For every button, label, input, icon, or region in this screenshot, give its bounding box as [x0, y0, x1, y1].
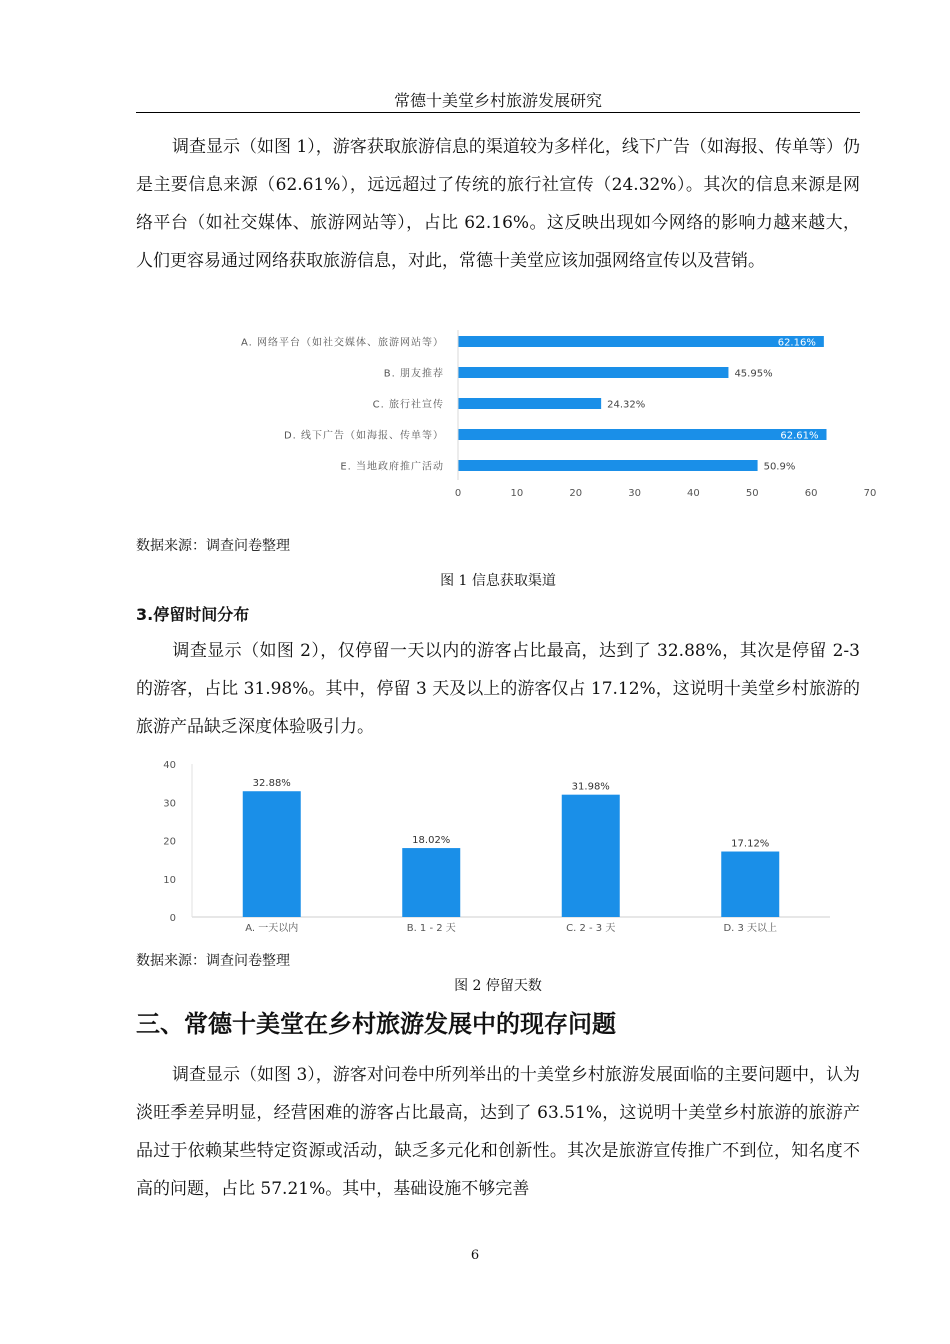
bar — [402, 848, 460, 917]
category-label: B. 1 - 2 天 — [406, 923, 456, 934]
bar — [458, 460, 758, 471]
bar — [458, 336, 824, 347]
bar — [562, 795, 620, 917]
figure1-caption: 图 1 信息获取渠道 — [440, 573, 556, 589]
x-tick-label: 0 — [454, 488, 462, 499]
category-label: A. 网络平台（如社交媒体、旅游网站等） — [240, 337, 444, 349]
x-tick-label: 40 — [687, 488, 700, 499]
bar — [721, 852, 779, 917]
data-label: 62.16% — [777, 337, 816, 349]
y-tick-label: 0 — [169, 913, 176, 924]
category-label: D. 线下广告（如海报、传单等） — [283, 430, 444, 442]
data-label: 24.32% — [607, 399, 646, 411]
x-tick-label: 20 — [569, 488, 583, 499]
page-number: 6 — [470, 1248, 480, 1263]
y-tick-label: 20 — [163, 836, 176, 848]
data-label: 31.98% — [571, 781, 610, 793]
subsection-heading: 3.停留时间分布 — [136, 605, 250, 624]
x-tick-label: 60 — [804, 488, 818, 499]
bar — [458, 367, 728, 378]
chart-info-channels — [180, 326, 880, 504]
figure2-caption: 图 2 停留天数 — [454, 978, 542, 994]
data-label: 32.88% — [252, 778, 291, 790]
figure1-source: 数据来源：调查问卷整理 — [136, 538, 290, 554]
category-label: B. 朋友推荐 — [383, 368, 444, 380]
data-label: 45.95% — [734, 368, 773, 380]
paragraph-problems: 调查显示（如图 3），游客对问卷中所列举出的十美堂乡村旅游发展面临的主要问题中，认为淡旺季差异明显，经营困难的游客占比最高，达到了 63.51%，这说明十美堂乡村旅游的旅游产品过于依赖某些特定资源或活动，缺乏多元化和创新性。其次是旅游宣传推广不到位，知名度不高的问题，占比 57.21%。其中，基础设施不够完善 — [136, 1065, 860, 1199]
paragraph-stay: 调查显示（如图 2），仅停留一天以内的游客占比最高，达到了 32.88%，其次是停留 2-3 的游客，占比 31.98%。其中，停留 3 天及以上的游客仅占 17.12%，这说明十美堂乡村旅游的旅游产品缺乏深度体验吸引力。 — [136, 641, 860, 737]
section-heading: 三、常德十美堂在乡村旅游发展中的现存问题 — [136, 1010, 616, 1038]
y-tick-label: 30 — [163, 798, 176, 810]
data-label: 17.12% — [731, 838, 770, 850]
bar — [458, 429, 827, 440]
x-tick-label: 50 — [745, 488, 759, 499]
category-label: A. 一天以内 — [245, 923, 299, 934]
category-label: C. 2 - 3 天 — [566, 923, 616, 934]
x-tick-label: 30 — [628, 488, 641, 499]
data-label: 62.61% — [780, 430, 819, 442]
paragraph-channels: 调查显示（如图 1），游客获取旅游信息的渠道较为多样化，线下广告（如海报、传单等）仍是主要信息来源（62.61%），远远超过了传统的旅行社宣传（24.32%）。其次的信息来源是网络平台（如社交媒体、旅游网站等），占比 62.16%。这反映出现如今网络的影响力越来越大，人们更容易通过网络获取旅游信息，对此，常德十美堂应该加强网络宣传以及营销。 — [136, 137, 860, 271]
category-label: E. 当地政府推广活动 — [340, 461, 444, 473]
running-header: 常德十美堂乡村旅游发展研究 — [136, 90, 860, 113]
bar — [458, 398, 601, 409]
data-label: 50.9% — [763, 461, 796, 473]
bar — [243, 791, 301, 917]
data-label: 18.02% — [412, 835, 451, 847]
category-label: C. 旅行社宣传 — [372, 399, 444, 411]
chart-stay-days — [150, 754, 840, 938]
category-label: D. 3 天以上 — [723, 923, 778, 934]
y-tick-label: 10 — [163, 874, 176, 886]
x-tick-label: 70 — [863, 488, 877, 499]
figure2-source: 数据来源：调查问卷整理 — [136, 953, 290, 969]
x-tick-label: 10 — [510, 488, 524, 499]
y-tick-label: 40 — [163, 760, 176, 771]
